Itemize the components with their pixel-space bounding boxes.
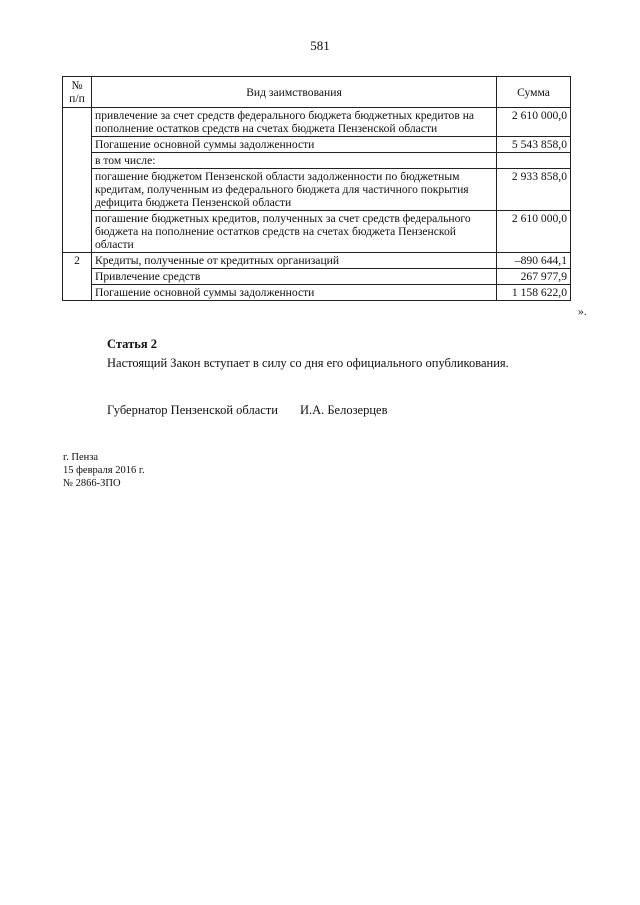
table-row (63, 285, 571, 301)
row-name: Погашение основной суммы задолженности (92, 137, 497, 153)
header-number: № п/п (63, 77, 92, 108)
footer-law-number: № 2866-ЗПО (63, 478, 121, 489)
borrowings-table (62, 76, 571, 301)
row-name: Привлечение средств (92, 269, 497, 285)
row-sum: 1 158 622,0 (497, 285, 571, 301)
row-sum: 267 977,9 (497, 269, 571, 285)
table-header-row (63, 77, 571, 108)
row-sum: –890 644,1 (497, 253, 571, 269)
row-sum: 2 610 000,0 (497, 211, 571, 253)
row-name: погашение бюджетом Пензенской области задолженности по бюджетным кредитам, полученным из федерального бюджета для частичного покрытия дефицита бюджета Пензенской области (92, 169, 497, 211)
row-name: привлечение за счет средств федерального бюджета бюджетных кредитов на пополнение остатков средств на счетах бюджета Пензенской области (92, 108, 497, 137)
row-number-cell (63, 108, 92, 253)
row-name: в том числе: (92, 153, 497, 169)
article-title: Статья 2 (107, 337, 157, 351)
row-sum: 2 933 858,0 (497, 169, 571, 211)
table-row (63, 169, 571, 211)
row-number: 2 (63, 253, 92, 301)
closing-quote: ». (578, 305, 587, 318)
header-borrowing-type: Вид заимствования (92, 77, 497, 108)
table-row (63, 153, 571, 169)
footer-city: г. Пенза (63, 452, 99, 463)
document-footer (63, 451, 145, 490)
row-sum: 5 543 858,0 (497, 137, 571, 153)
row-name: Погашение основной суммы задолженности (92, 285, 497, 301)
governor-name: И.А. Белозерцев (299, 403, 388, 417)
footer-date: 15 февраля 2016 г. (63, 465, 145, 476)
table-row (63, 137, 571, 153)
header-sum: Сумма (497, 77, 571, 108)
governor-position: Губернатор Пензенской области (107, 403, 278, 417)
table-row (63, 211, 571, 253)
row-name: Кредиты, полученные от кредитных организаций (92, 253, 497, 269)
row-sum: 2 610 000,0 (497, 108, 571, 137)
article-text: Настоящий Закон вступает в силу со дня его официального опубликования. (107, 356, 509, 370)
table-row (63, 269, 571, 285)
table-row (63, 108, 571, 137)
row-sum (497, 153, 571, 169)
row-name: погашение бюджетных кредитов, полученных за счет средств федерального бюджета на пополнение остатков средств на счетах бюджета Пензенской области (92, 211, 497, 253)
page-number: 581 (310, 38, 330, 53)
signature-block (107, 403, 387, 418)
table-row (63, 253, 571, 269)
